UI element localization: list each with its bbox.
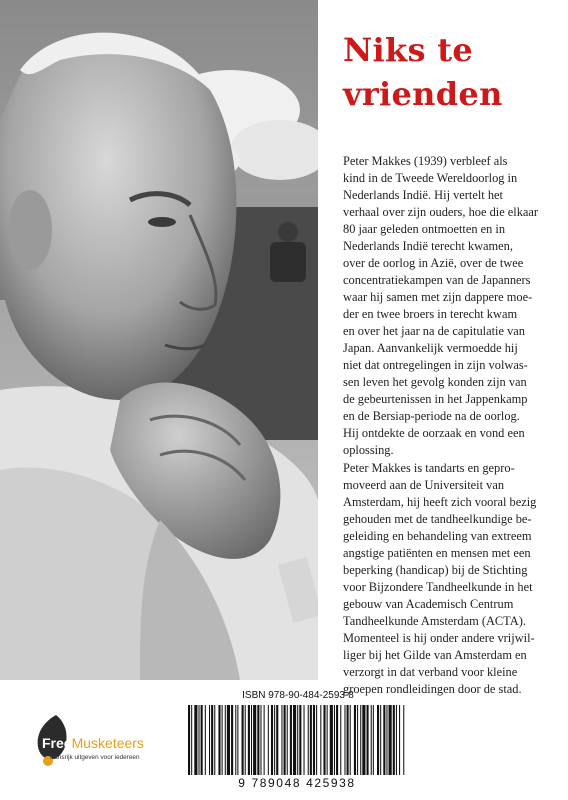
bio-line: groepen rondleidingen door de stad. <box>343 682 522 696</box>
barcode-bar <box>211 705 213 775</box>
bio-line: Momenteel is hij onder andere vrijwil- <box>343 631 535 645</box>
barcode-bar <box>399 705 400 775</box>
blurb-line: en de Bersiap-periode na de oorlog. <box>343 409 520 423</box>
barcode-bar <box>367 705 369 775</box>
barcode-bar <box>218 705 220 775</box>
barcode-bar <box>253 705 256 775</box>
barcode-bar <box>316 705 317 775</box>
barcode-bar <box>257 705 259 775</box>
barcode-bar <box>231 705 233 775</box>
barcode-bar <box>297 705 298 775</box>
book-title <box>343 28 553 116</box>
blurb-line: niet dat ontregelingen in zijn volwas- <box>343 358 528 372</box>
barcode-bar <box>386 705 387 775</box>
author-bio-paragraph <box>343 460 557 698</box>
barcode-bar <box>237 705 238 775</box>
blurb-line: kind in de Tweede Wereldoorlog in <box>343 171 518 185</box>
bio-line: voor Bijzondere Tandheelkunde in het <box>343 580 533 594</box>
barcode-bar <box>227 705 230 775</box>
bio-line: gehouden met de tandheelkundige be- <box>343 512 532 526</box>
barcode-bar <box>377 705 379 775</box>
bio-line: angstige patiënten en mensen met een <box>343 546 531 560</box>
publisher-name-free: Free <box>42 735 72 751</box>
barcode-bar <box>284 705 286 775</box>
barcode-bar <box>313 705 315 775</box>
barcode-bar <box>194 705 197 775</box>
barcode-bar <box>242 705 244 775</box>
barcode-bar <box>396 705 397 775</box>
publisher-logo <box>34 713 174 773</box>
barcode-bar <box>276 705 278 775</box>
barcode-bar <box>323 705 325 775</box>
barcode-bar <box>310 705 312 775</box>
barcode-bar <box>268 705 269 775</box>
blurb-line: verhaal over zijn ouders, hoe die elkaar <box>343 205 539 219</box>
barcode-bar <box>320 705 321 775</box>
barcode-bar <box>362 705 365 775</box>
blurb-line: 80 jaar geleden ontmoetten en in <box>343 222 506 236</box>
barcode-bar <box>274 705 275 775</box>
barcode-bar <box>214 705 215 775</box>
bio-line: Tandheelkunde Amsterdam (ACTA). <box>343 614 526 628</box>
barcode-bar <box>205 705 206 775</box>
author-portrait-photo <box>0 0 318 680</box>
barcode-bar <box>347 705 349 775</box>
barcode-bar <box>188 705 190 775</box>
bio-line: beperking (handicap) bij de Stichting <box>343 563 528 577</box>
barcode-bar <box>393 705 395 775</box>
isbn-label: ISBN 978-90-484-2593-8 <box>242 690 354 701</box>
barcode-bar <box>248 705 250 775</box>
barcode <box>186 705 408 775</box>
publisher-name-musketeers: Musketeers <box>71 735 144 751</box>
barcode-bar <box>334 705 335 775</box>
publisher-name <box>42 735 144 751</box>
blurb-line: waar hij samen met zijn dappere moe- <box>343 290 533 304</box>
blurb-line: de gebeurtenissen in het Jappenkamp <box>343 392 528 406</box>
barcode-bar <box>373 705 374 775</box>
barcode-bar <box>191 705 192 775</box>
barcode-bar <box>245 705 246 775</box>
barcode-bar <box>389 705 392 775</box>
barcode-digits: 9 789048 425938 <box>238 776 356 790</box>
barcode-bar <box>354 705 356 775</box>
barcode-bar <box>344 705 345 775</box>
publisher-tagline: Kansrijk uitgeven voor iedereen <box>50 754 140 761</box>
barcode-bar <box>308 705 309 775</box>
blurb-line: sen leven het gevolg konden zijn van <box>343 375 527 389</box>
barcode-bar <box>264 705 265 775</box>
barcode-bar <box>340 705 341 775</box>
bio-line: liger bij het Gilde van Amsterdam en <box>343 648 527 662</box>
barcode-bar <box>225 705 226 775</box>
bio-line: verzorgt in dat verband voor kleine <box>343 665 518 679</box>
barcode-bar <box>281 705 282 775</box>
blurb-line: Nederlands Indië. Hij vertelt het <box>343 188 503 202</box>
barcode-bar <box>336 705 338 775</box>
barcode-bar <box>287 705 288 775</box>
barcode-bar <box>299 705 301 775</box>
barcode-bar <box>383 705 385 775</box>
bio-line: Amsterdam, hij heeft zich vooral bezig <box>343 495 537 509</box>
barcode-bar <box>290 705 292 775</box>
barcode-bar <box>330 705 333 775</box>
barcode-bar <box>260 705 261 775</box>
blurb-line: oplossing. <box>343 443 394 457</box>
blurb-line: Hij ontdekte de oorzaak en vond een <box>343 426 525 440</box>
blurb-line: en over het jaar na de capitulatie van <box>343 324 525 338</box>
blurb-line: over de oorlog in Azië, over de twee <box>343 256 524 270</box>
barcode-bar <box>360 705 361 775</box>
barcode-bar <box>199 705 200 775</box>
barcode-bar <box>403 705 404 775</box>
barcode-bar <box>251 705 252 775</box>
book-title-line-1: Niks te <box>343 31 473 69</box>
blurb-paragraph <box>343 153 557 459</box>
bio-line: moveerd aan de Universiteit van <box>343 478 505 492</box>
barcode-bar <box>209 705 210 775</box>
book-title-line-2: vrienden <box>343 75 503 113</box>
blurb-line: Japan. Aanvankelijk vermoedde hij <box>343 341 518 355</box>
barcode-bar <box>293 705 296 775</box>
barcode-bar <box>327 705 328 775</box>
barcode-bar <box>304 705 305 775</box>
barcode-bar <box>380 705 381 775</box>
blurb-line: concentratiekampen van de Japanners <box>343 273 531 287</box>
barcode-bar <box>235 705 236 775</box>
barcode-bar <box>222 705 223 775</box>
barcode-bar <box>201 705 203 775</box>
bio-line: gebouw van Academisch Centrum <box>343 597 514 611</box>
barcode-bar <box>271 705 273 775</box>
barcode-bar <box>357 705 358 775</box>
blurb-line: Nederlands Indië terecht kwamen, <box>343 239 513 253</box>
bio-line: Peter Makkes is tandarts en gepro- <box>343 461 515 475</box>
blurb-line: Peter Makkes (1939) verbleef als <box>343 154 508 168</box>
blurb-line: der en twee broers in terecht kwam <box>343 307 518 321</box>
barcode-bar <box>371 705 372 775</box>
bio-line: geleiding en behandeling van extreem <box>343 529 532 543</box>
barcode-bar <box>350 705 351 775</box>
